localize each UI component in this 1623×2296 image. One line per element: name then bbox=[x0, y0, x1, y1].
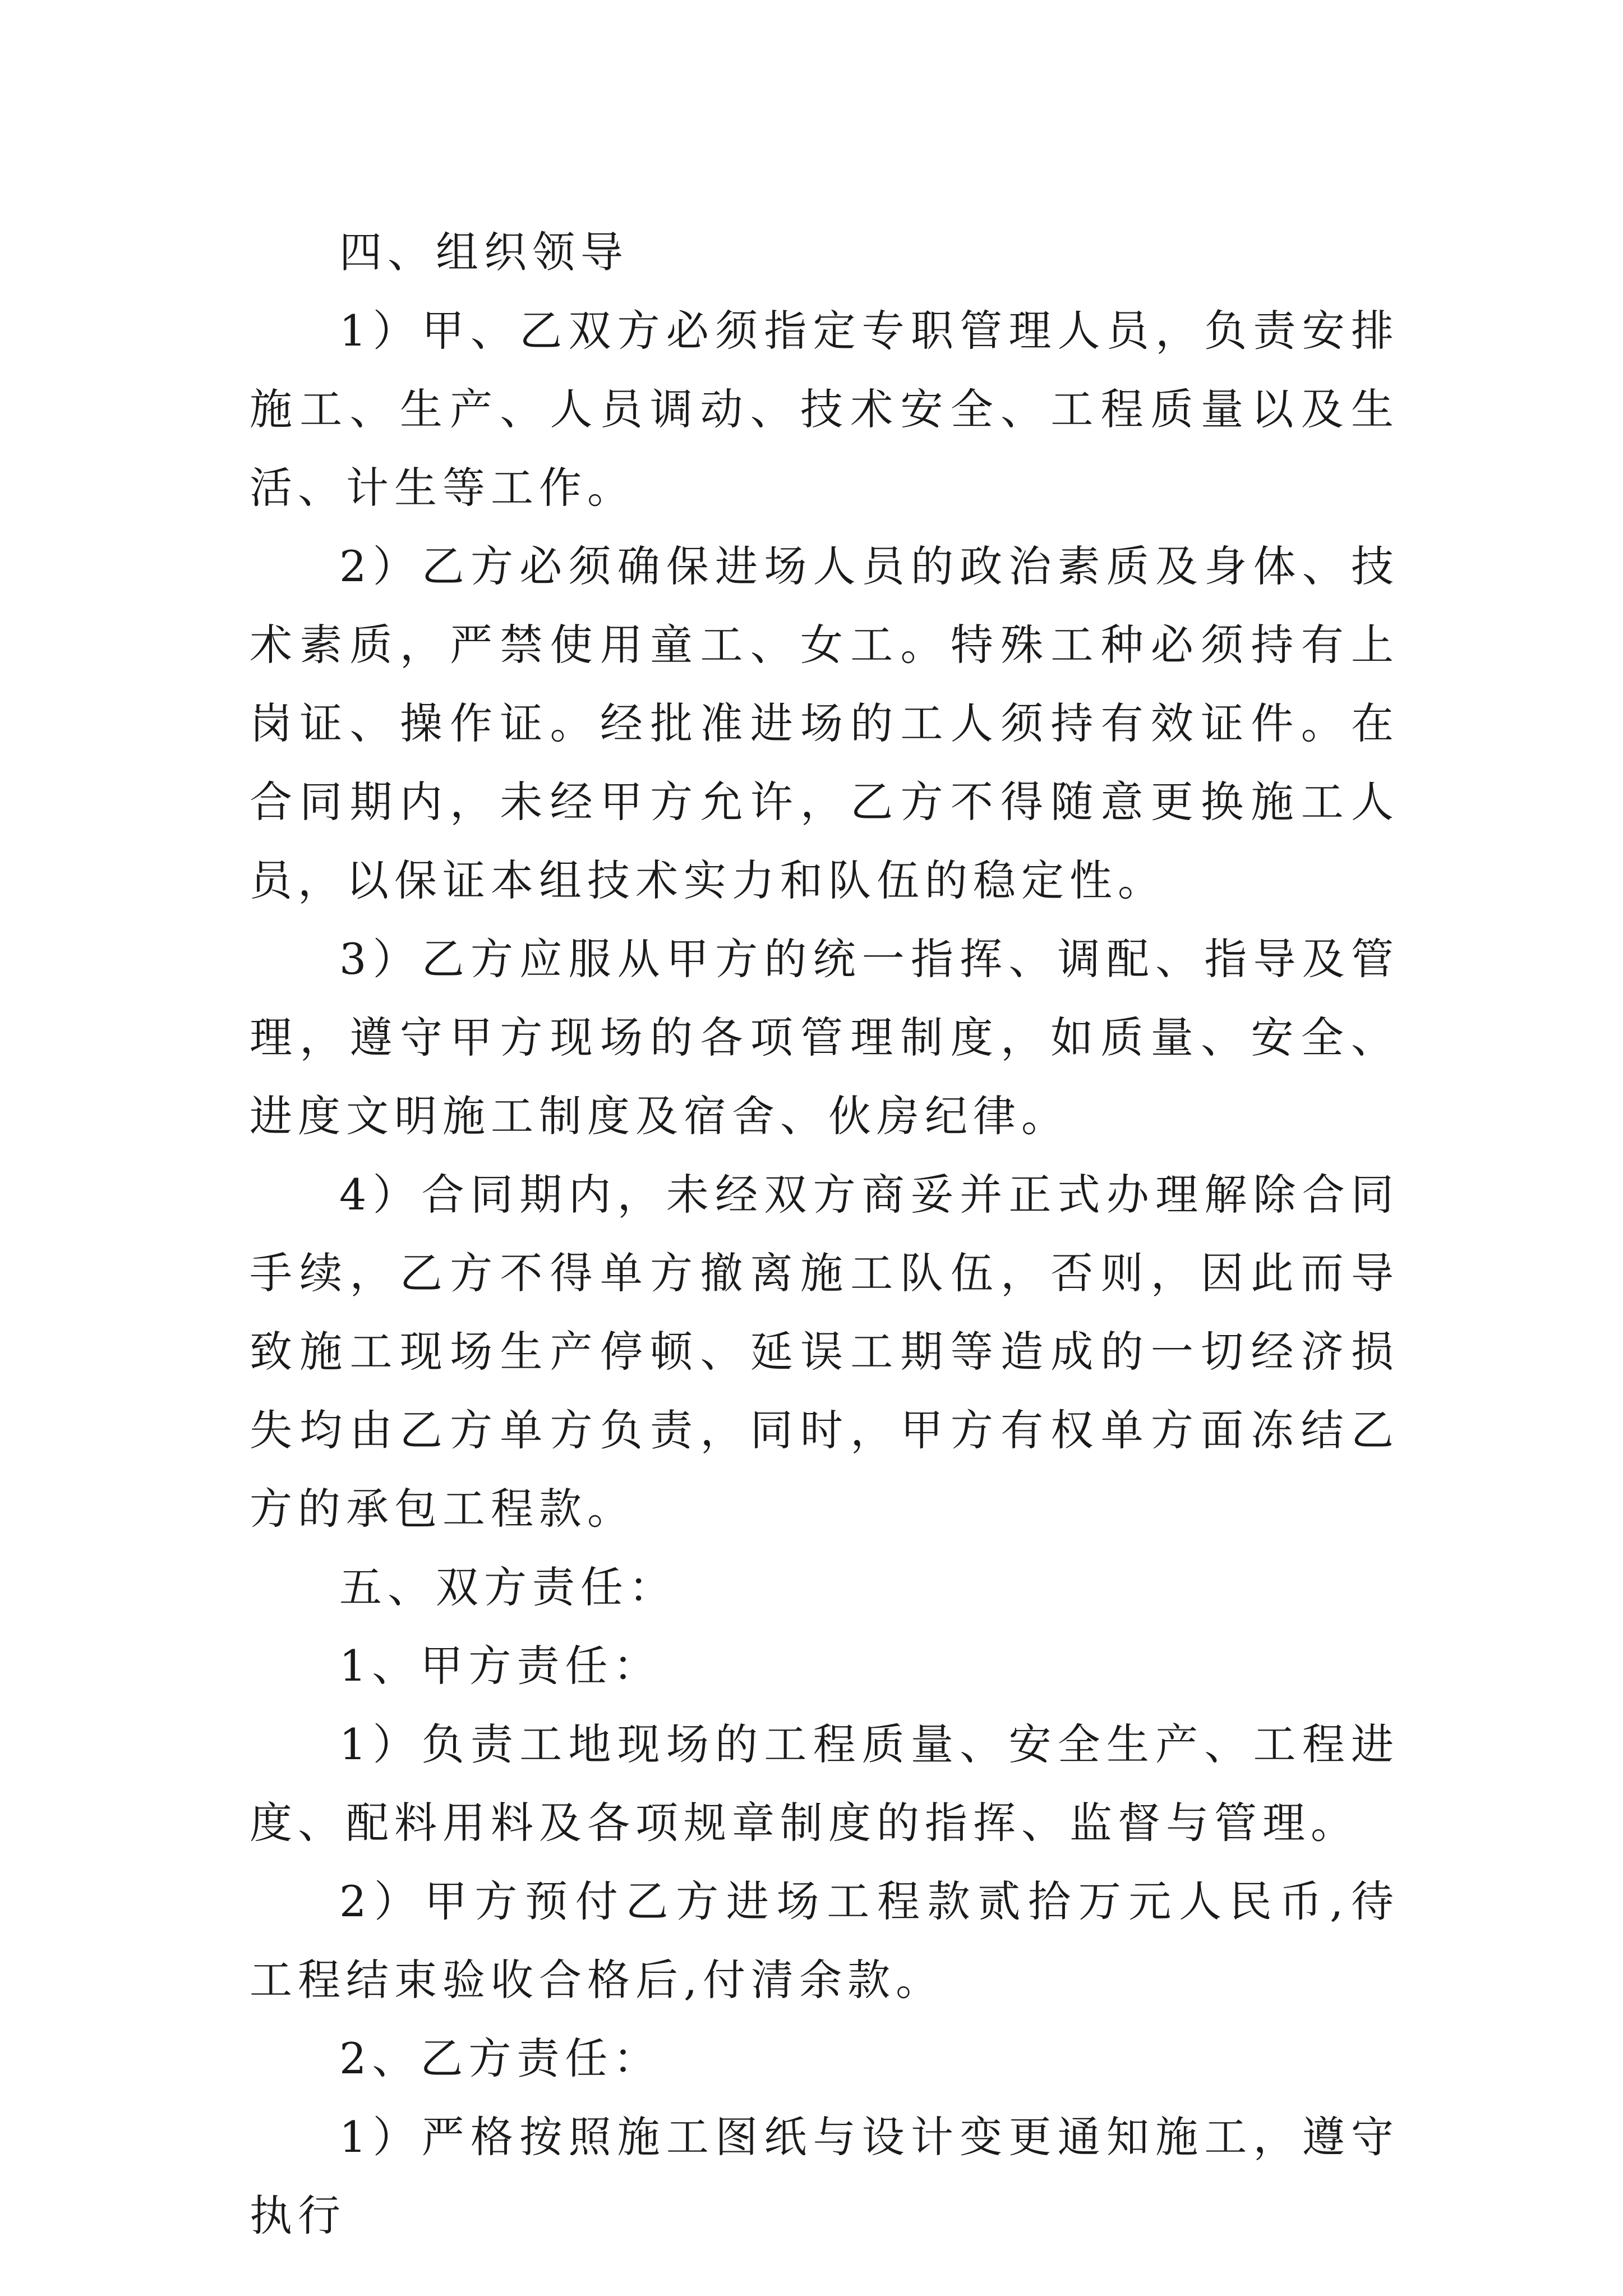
section-heading-responsibilities: 五、双方责任： bbox=[339, 1562, 677, 1612]
subheading-party-a: 1、甲方责任： bbox=[339, 1641, 662, 1691]
paragraph-clause: 3）乙方应服从甲方的统一指挥、调配、指导及管理，遵守甲方现场的各项管理制度，如质量、安全、进度文明施工制度及宿舍、伙房纪律。 bbox=[250, 934, 1399, 1141]
paragraph-clause: 1）甲、乙双方必须指定专职管理人员，负责安排施工、生产、人员调动、技术安全、工程质量以及生活、计生等工作。 bbox=[250, 306, 1399, 513]
document-body bbox=[250, 213, 1399, 2255]
paragraph-clause: 2）甲方预付乙方进场工程款贰拾万元人民币,待工程结束验收合格后,付清余款。 bbox=[250, 1876, 1399, 2005]
paragraph-clause: 4）合同期内，未经双方商妥并正式办理解除合同手续，乙方不得单方撤离施工队伍，否则，因此而导致施工现场生产停顿、延误工期等造成的一切经济损失均由乙方单方负责，同时，甲方有权单方面冻结乙方的承包工程款。 bbox=[250, 1170, 1399, 1534]
section-heading-organization: 四、组织领导 bbox=[339, 227, 629, 277]
subheading-party-b: 2、乙方责任： bbox=[339, 2033, 662, 2083]
paragraph-clause: 2）乙方必须确保进场人员的政治素质及身体、技术素质，严禁使用童工、女工。特殊工种必须持有上岗证、操作证。经批准进场的工人须持有效证件。在合同期内，未经甲方允许，乙方不得随意更换施工人员，以保证本组技术实力和队伍的稳定性。 bbox=[250, 541, 1399, 905]
paragraph-clause: 1）负责工地现场的工程质量、安全生产、工程进度、配料用料及各项规章制度的指挥、监督与管理。 bbox=[250, 1719, 1399, 1848]
paragraph-clause: 1）严格按照施工图纸与设计变更通知施工，遵守执行 bbox=[250, 2112, 1399, 2240]
